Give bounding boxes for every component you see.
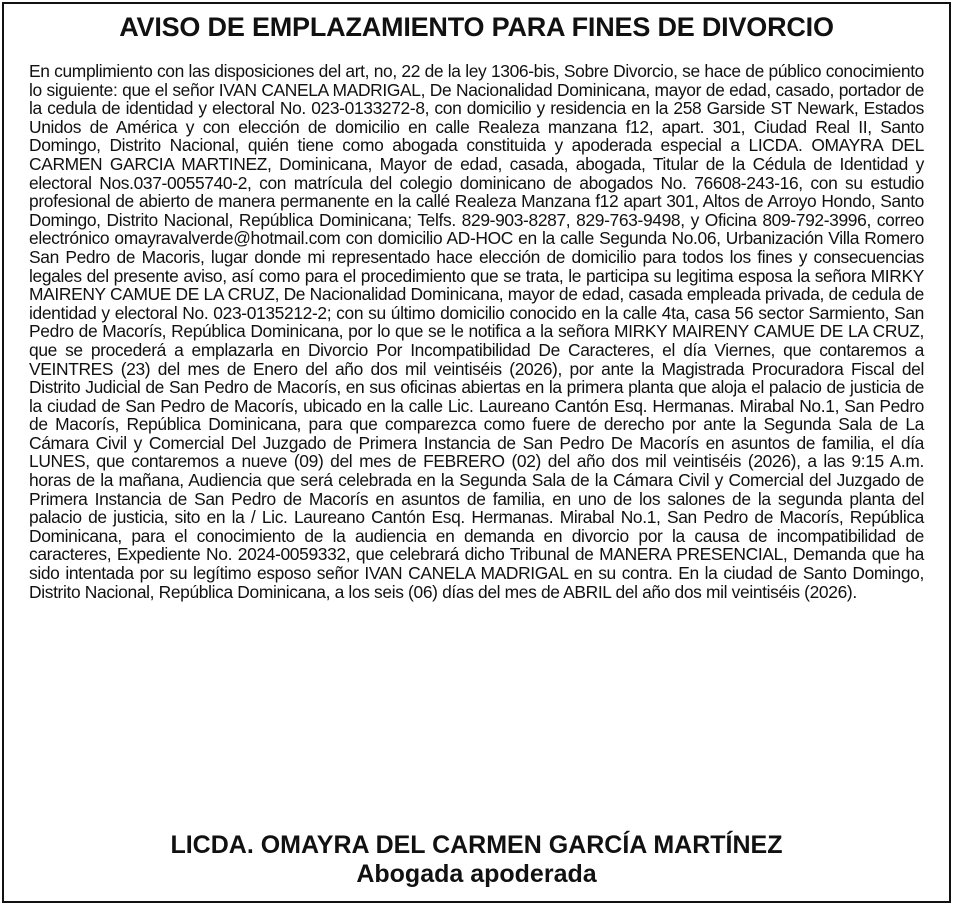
notice-body: En cumplimiento con las disposiciones del art, no, 22 de la ley 1306-bis, Sobre Divorcio, se hace de público conocimiento lo siguiente: que el señor IVAN CANELA MADRIGAL, De Nacionalidad Dominicana, mayor de edad, casado, portador de la cedula de identidad y electoral No. 023-0133272-8, con domicilio y residencia en la 258 Garside ST Newark, Estados Unidos de América y con elección de domicilio en calle Realeza manzana f12, apart. 301, Ciudad Real II, Santo Domingo, Distrito Nacional, quién tiene como abogada constituida y apoderada especial a LICDA. OMAYRA DEL CARMEN GARCIA MARTINEZ, Dominicana, Mayor de edad, casada, abogada, Titular de la Cédula de Identidad y electoral Nos.037-0055740-2, con matrícula del colegio dominicano de abogados No. 76608-243-16, con su estudio profesional de abierto de manera permanente en la callé Realeza Manzana f12 apart 301, Altos de Arroyo Hondo, Santo Domingo, Distrito Nacional, República Dominicana; Telfs. 829-903-8287, 829-763-9498, y Oficina 809-792-3996, correo electrónico omayravalverde@hotmail.com con domicilio AD-HOC en la calle Segunda No.06, Urbanización Villa Romero San Pedro de Macoris, lugar donde mi representado hace elección de domicilio para todos los fines y consecuencias legales del presente aviso, así como para el procedimiento que se trata, le participa su legitima esposa la señora MIRKY MAIRENY CAMUE DE LA CRUZ, De Nacionalidad Dominicana, mayor de edad, casada empleada privada, de cedula de identidad y electoral No. 023-0135212-2; con su último domicilio conocido en la calle 4ta, casa 56 sector Sarmiento, San Pedro de Macorís, República Dominicana, por lo que se le notifica a la señora MIRKY MAIRENY CAMUE DE LA CRUZ, que se procederá a emplazarla en Divorcio Por Incompatibilidad De Caracteres, el día Viernes, que contaremos a VEINTRES (23) del mes de Enero del año dos mil veintiséis (2026), por ante la Magistrada Procuradora Fiscal del Distrito Judicial de San Pedro de Macorís, en sus oficinas abiertas en la primera planta que aloja el palacio de justicia de la ciudad de San Pedro de Macorís, ubicado en la calle Lic. Laureano Cantón Esq. Hermanas. Mirabal No.1, San Pedro de Macorís, República Dominicana, para que comparezca como fuere de derecho por ante la Segunda Sala de La Cámara Civil y Comercial Del Juzgado de Primera Instancia de San Pedro De Macorís en asuntos de familia, el día LUNES, que contaremos a nueve (09) del mes de FEBRERO (02) del año dos mil veintiséis (2026), a las 9:15 A.m. horas de la mañana, Audiencia que será celebrada en la Segunda Sala de la Cámara Civil y Comercial del Juzgado de Primera Instancia de San Pedro de Macorís en asuntos de familia, en uno de los salones de la segunda planta del palacio de justicia, sito en la / Lic. Laureano Cantón Esq. Hermanas. Mirabal No.1, San Pedro de Macorís, República Dominicana, para el conocimiento de la audiencia en demanda en divorcio por la causa de incompatibilidad de caracteres, Expediente No. 2024-0059332, que celebrará dicho Tribunal de MANERA PRESENCIAL, Demanda que ha sido intentada por su legítimo esposo señor IVAN CANELA MADRIGAL en su contra. En la ciudad de Santo Domingo, Distrito Nacional, República Dominicana, a los seis (06) días del mes de ABRIL del año dos mil veintiséis (2026). <box>29 61 924 602</box>
signature-role: Abogada apoderada <box>356 860 597 888</box>
legal-notice <box>2 2 951 903</box>
signature-name: LICDA. OMAYRA DEL CARMEN GARCÍA MARTÍNEZ <box>170 831 783 859</box>
notice-title: AVISO DE EMPLAZAMIENTO PARA FINES DE DIVORCIO <box>119 12 834 42</box>
